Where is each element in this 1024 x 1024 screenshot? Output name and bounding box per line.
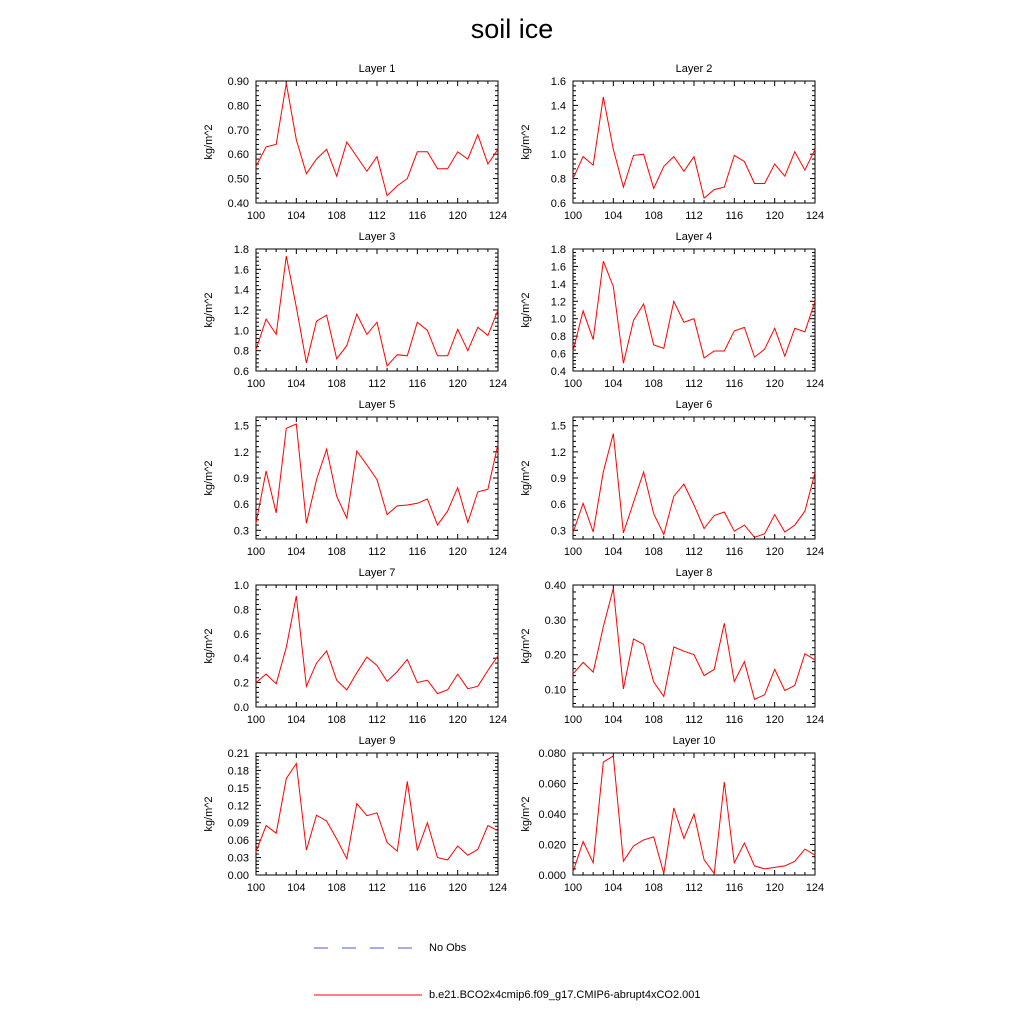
x-tick-label: 108 xyxy=(644,714,663,726)
y-axis-label: kg/m^2 xyxy=(203,628,215,664)
x-tick-label: 116 xyxy=(408,882,427,894)
x-tick-label: 120 xyxy=(448,210,467,222)
x-tick-label: 104 xyxy=(604,714,623,726)
x-tick-label: 116 xyxy=(408,546,427,558)
x-tick-label: 108 xyxy=(644,378,663,390)
x-tick-label: 104 xyxy=(604,882,623,894)
chart-title: Layer 6 xyxy=(675,399,713,411)
chart-title: Layer 9 xyxy=(358,735,396,747)
y-tick-label: 0.000 xyxy=(538,870,566,882)
y-tick-label: 1.8 xyxy=(550,244,566,256)
y-tick-label: 0.080 xyxy=(538,748,566,760)
series-line xyxy=(573,261,815,363)
legend-no-obs-label: No Obs xyxy=(429,942,467,954)
y-tick-label: 0.2 xyxy=(233,677,249,690)
chart-panel-9 xyxy=(203,735,507,894)
chart-title: Layer 4 xyxy=(675,231,713,243)
x-tick-label: 100 xyxy=(563,714,583,726)
y-tick-label: 0.06 xyxy=(227,835,249,848)
chart-title: Layer 3 xyxy=(358,231,396,243)
x-tick-label: 100 xyxy=(246,546,266,558)
plot-frame xyxy=(573,249,815,371)
x-tick-label: 104 xyxy=(287,714,306,726)
x-tick-label: 108 xyxy=(644,210,663,222)
x-tick-label: 100 xyxy=(563,546,583,558)
y-tick-label: 0.6 xyxy=(550,348,566,361)
x-tick-label: 104 xyxy=(287,882,306,894)
y-tick-label: 0.8 xyxy=(550,173,566,186)
y-tick-label: 1.2 xyxy=(550,446,566,459)
x-tick-label: 112 xyxy=(368,714,386,726)
x-tick-label: 112 xyxy=(368,378,386,390)
y-tick-label: 0.4 xyxy=(233,653,249,666)
y-tick-label: 0.50 xyxy=(227,173,249,186)
x-tick-label: 124 xyxy=(805,546,825,558)
x-tick-label: 108 xyxy=(644,882,663,894)
chart-title: Layer 7 xyxy=(358,567,396,579)
y-tick-label: 1.4 xyxy=(550,278,566,291)
x-tick-label: 124 xyxy=(805,714,825,726)
chart-title: Layer 5 xyxy=(358,399,396,411)
x-tick-label: 112 xyxy=(368,210,386,222)
y-axis-label: kg/m^2 xyxy=(203,460,215,496)
y-tick-label: 1.0 xyxy=(233,580,249,592)
y-tick-label: 1.6 xyxy=(550,76,566,88)
y-tick-label: 0.21 xyxy=(227,748,249,760)
y-tick-label: 0.40 xyxy=(227,198,249,210)
y-tick-label: 0.40 xyxy=(544,580,566,592)
chart-panel-4 xyxy=(520,231,824,390)
y-tick-label: 0.4 xyxy=(550,366,566,378)
x-tick-label: 120 xyxy=(765,546,784,558)
plot-frame xyxy=(256,585,498,707)
y-tick-label: 1.4 xyxy=(550,100,566,113)
y-tick-label: 0.09 xyxy=(227,817,249,830)
plot-frame xyxy=(573,81,815,203)
chart-title: Layer 1 xyxy=(358,63,396,75)
chart-panel-7 xyxy=(203,567,507,726)
x-tick-label: 100 xyxy=(563,882,583,894)
series-line xyxy=(256,764,498,860)
x-tick-label: 124 xyxy=(488,882,508,894)
x-tick-label: 100 xyxy=(563,210,583,222)
y-tick-label: 0.6 xyxy=(233,628,249,641)
y-tick-label: 0.15 xyxy=(227,782,249,795)
x-tick-label: 108 xyxy=(327,546,346,558)
y-tick-label: 0.8 xyxy=(233,345,249,358)
series-line xyxy=(573,756,815,874)
x-tick-label: 100 xyxy=(563,378,583,390)
x-tick-label: 116 xyxy=(725,378,744,390)
series-line xyxy=(256,424,498,525)
y-tick-label: 1.0 xyxy=(233,325,249,338)
y-tick-label: 1.6 xyxy=(233,264,249,277)
y-tick-label: 0.9 xyxy=(550,473,566,485)
chart-panel-2 xyxy=(520,63,824,222)
series-line xyxy=(256,596,498,694)
chart-panel-8 xyxy=(520,567,824,726)
x-tick-label: 104 xyxy=(287,546,306,558)
plot-frame xyxy=(256,81,498,203)
y-tick-label: 0.10 xyxy=(544,684,566,697)
x-tick-label: 104 xyxy=(287,210,306,222)
y-tick-label: 1.2 xyxy=(233,305,249,317)
y-axis-label: kg/m^2 xyxy=(520,796,532,832)
x-tick-label: 112 xyxy=(685,210,703,222)
y-tick-label: 0.6 xyxy=(233,499,249,512)
x-tick-label: 120 xyxy=(448,882,467,894)
chart-panel-6 xyxy=(520,399,824,558)
y-tick-label: 1.2 xyxy=(550,124,566,137)
chart-title: Layer 10 xyxy=(672,735,716,747)
series-line xyxy=(573,434,815,538)
y-tick-label: 0.90 xyxy=(227,76,249,88)
y-tick-label: 0.03 xyxy=(227,852,249,865)
x-tick-label: 116 xyxy=(408,378,427,390)
y-tick-label: 0.060 xyxy=(538,778,566,791)
x-tick-label: 116 xyxy=(725,210,744,222)
x-tick-label: 104 xyxy=(287,378,306,390)
y-tick-label: 0.6 xyxy=(233,366,249,378)
x-tick-label: 112 xyxy=(685,546,703,558)
y-tick-label: 1.5 xyxy=(550,420,566,433)
y-tick-label: 1.0 xyxy=(550,313,566,326)
x-tick-label: 112 xyxy=(368,546,386,558)
x-tick-label: 104 xyxy=(604,546,623,558)
y-tick-label: 1.2 xyxy=(233,446,249,459)
x-tick-label: 104 xyxy=(604,378,623,390)
y-tick-label: 0.00 xyxy=(227,870,249,882)
y-axis-label: kg/m^2 xyxy=(203,124,215,160)
y-tick-label: 0.020 xyxy=(538,839,566,852)
x-tick-label: 124 xyxy=(805,378,825,390)
legend-model-label: b.e21.BCO2x4cmip6.f09_g17.CMIP6-abrupt4xCO2.001 xyxy=(429,989,701,1001)
x-tick-label: 116 xyxy=(725,882,744,894)
legend-no-obs-line xyxy=(312,943,424,953)
x-tick-label: 108 xyxy=(644,546,663,558)
y-axis-label: kg/m^2 xyxy=(520,124,532,160)
x-tick-label: 100 xyxy=(246,714,266,726)
x-tick-label: 100 xyxy=(246,882,266,894)
x-tick-label: 120 xyxy=(765,714,784,726)
y-tick-label: 0.9 xyxy=(233,473,249,485)
series-line xyxy=(256,256,498,366)
y-tick-label: 1.6 xyxy=(550,261,566,274)
x-tick-label: 124 xyxy=(488,378,508,390)
x-tick-label: 124 xyxy=(488,210,508,222)
plot-frame xyxy=(256,249,498,371)
x-tick-label: 112 xyxy=(685,378,703,390)
series-line xyxy=(573,97,815,198)
y-tick-label: 0.8 xyxy=(233,604,249,617)
x-tick-label: 124 xyxy=(488,714,508,726)
x-tick-label: 100 xyxy=(246,378,266,390)
x-tick-label: 108 xyxy=(327,378,346,390)
plot-frame xyxy=(256,417,498,539)
chart-title: Layer 2 xyxy=(675,63,713,75)
x-tick-label: 124 xyxy=(488,546,508,558)
chart-title: Layer 8 xyxy=(675,567,713,579)
x-tick-label: 120 xyxy=(765,882,784,894)
y-tick-label: 0.8 xyxy=(550,331,566,344)
y-tick-label: 1.5 xyxy=(233,420,249,433)
x-tick-label: 100 xyxy=(246,210,266,222)
y-tick-label: 0.12 xyxy=(227,800,249,813)
x-tick-label: 108 xyxy=(327,210,346,222)
x-tick-label: 120 xyxy=(448,378,467,390)
x-tick-label: 116 xyxy=(408,210,427,222)
y-tick-label: 0.3 xyxy=(550,525,566,538)
y-axis-label: kg/m^2 xyxy=(203,796,215,832)
x-tick-label: 112 xyxy=(685,714,703,726)
x-tick-label: 116 xyxy=(725,546,744,558)
x-tick-label: 104 xyxy=(604,210,623,222)
y-tick-label: 0.3 xyxy=(233,525,249,538)
chart-panel-10 xyxy=(520,735,824,894)
x-tick-label: 120 xyxy=(765,210,784,222)
y-tick-label: 0.6 xyxy=(550,198,566,210)
x-tick-label: 108 xyxy=(327,714,346,726)
y-tick-label: 1.2 xyxy=(550,296,566,309)
page-title: soil ice xyxy=(470,14,554,44)
y-tick-label: 0.70 xyxy=(227,124,249,137)
x-tick-label: 112 xyxy=(368,882,386,894)
y-tick-label: 0.30 xyxy=(544,614,566,627)
x-tick-label: 112 xyxy=(685,882,703,894)
series-line xyxy=(256,83,498,195)
legend-model-line xyxy=(312,990,424,1000)
chart-panel-1 xyxy=(203,63,507,222)
series-line xyxy=(573,589,815,700)
y-tick-label: 0.20 xyxy=(544,649,566,662)
y-tick-label: 0.60 xyxy=(227,149,249,162)
y-tick-label: 0.18 xyxy=(227,765,249,778)
y-tick-label: 1.4 xyxy=(233,284,249,297)
y-axis-label: kg/m^2 xyxy=(520,628,532,664)
y-axis-label: kg/m^2 xyxy=(520,460,532,496)
x-tick-label: 124 xyxy=(805,882,825,894)
y-tick-label: 0.80 xyxy=(227,100,249,113)
y-tick-label: 1.0 xyxy=(550,149,566,162)
chart-panel-3 xyxy=(203,231,507,390)
y-tick-label: 0.0 xyxy=(233,702,249,714)
y-tick-label: 1.8 xyxy=(233,244,249,256)
y-tick-label: 0.6 xyxy=(550,499,566,512)
y-axis-label: kg/m^2 xyxy=(203,292,215,328)
x-tick-label: 120 xyxy=(448,714,467,726)
y-tick-label: 0.040 xyxy=(538,809,566,821)
x-tick-label: 108 xyxy=(327,882,346,894)
x-tick-label: 116 xyxy=(725,714,744,726)
x-tick-label: 116 xyxy=(408,714,427,726)
chart-panel-5 xyxy=(203,399,507,558)
x-tick-label: 124 xyxy=(805,210,825,222)
x-tick-label: 120 xyxy=(765,378,784,390)
x-tick-label: 120 xyxy=(448,546,467,558)
y-axis-label: kg/m^2 xyxy=(520,292,532,328)
